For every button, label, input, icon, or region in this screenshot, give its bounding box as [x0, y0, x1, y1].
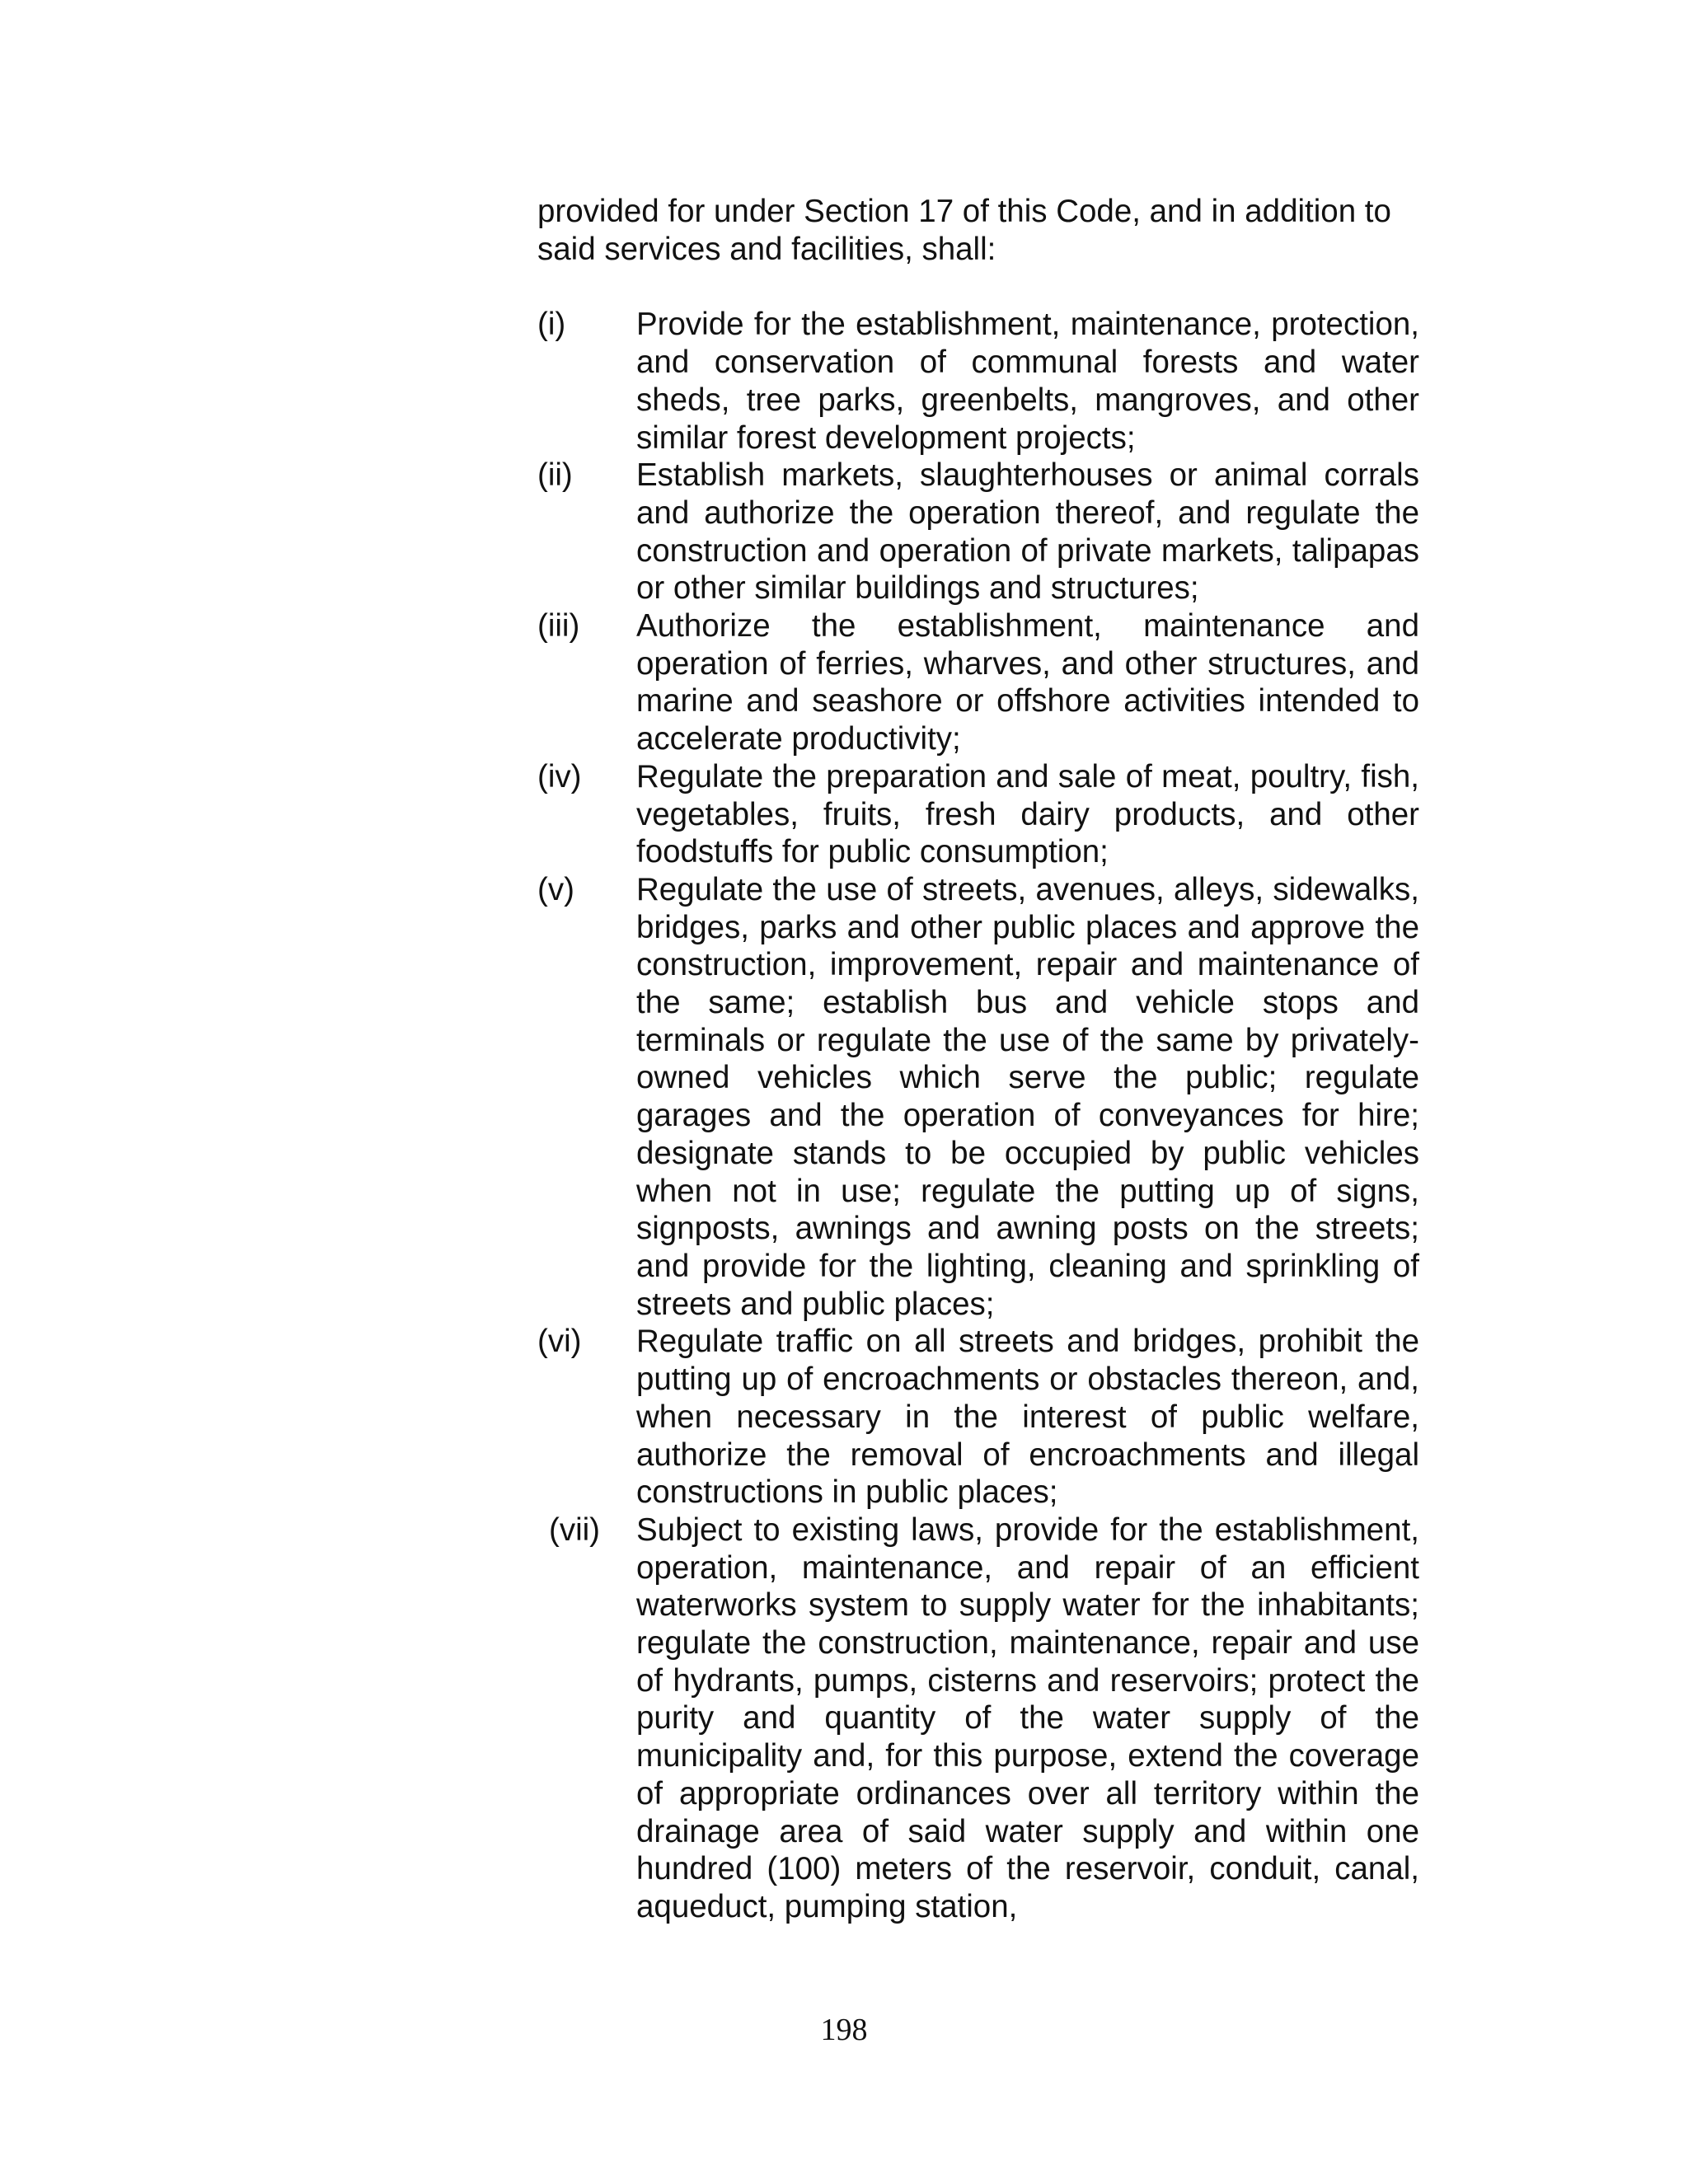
item-text: Establish markets, slaughterhouses or animal corrals and authorize the operation thereof, and regulate the construction and operation of private markets, talipapas or other similar buildings and structures;: [636, 457, 1419, 607]
item-text: Provide for the establishment, maintenance, protection, and conservation of communal forests and water sheds, tree parks, greenbelts, mangroves, and other similar forest development projects;: [636, 307, 1419, 456]
item-text: Authorize the establishment, maintenance and operation of ferries, wharves, and other structures, and marine and seashore or offshore activities intended to accelerate productivity;: [636, 608, 1419, 757]
item-number: (ii): [537, 457, 573, 494]
page-number: 198: [820, 2013, 868, 2047]
list-item-i: [537, 306, 1419, 457]
list-item-vii: [537, 1511, 1419, 1926]
list-item-vi: [537, 1323, 1419, 1511]
body-text: [537, 193, 1419, 1926]
list-item-v: [537, 871, 1419, 1323]
list-item-iii: [537, 607, 1419, 758]
item-number: (vi): [537, 1324, 582, 1360]
item-number: (i): [537, 307, 566, 343]
list-item-ii: [537, 457, 1419, 607]
item-number: (iii): [537, 608, 580, 644]
item-text: Regulate traffic on all streets and bridges, prohibit the putting up of encroachments or obstacles thereon, and, when necessary in the interest of public welfare, authorize the removal of encroachments and illegal constructions in public places;: [636, 1324, 1419, 1511]
item-text: Regulate the preparation and sale of meat, poultry, fish, vegetables, fruits, fresh dairy products, and other foodstuffs for public consumption;: [636, 758, 1419, 870]
intro-paragraph: provided for under Section 17 of this Code, and in addition to said services and facilities, shall:: [537, 194, 1391, 267]
item-number: (vii): [549, 1511, 600, 1548]
item-text: Subject to existing laws, provide for the establishment, operation, maintenance, and repair of an efficient waterworks system to supply water for the inhabitants; regulate the construction, maintenance, repair and use of hydrants, pumps, cisterns and reservoirs; protect the purity and quantity of the water supply of the municipality and, for this purpose, extend the coverage of appropriate ordinances over all territory within the drainage area of said water supply and within one hundred (100) meters of the reservoir, conduit, canal, aqueduct, pumping station,: [636, 1511, 1419, 1924]
list-item-iv: [537, 758, 1419, 871]
item-number: (iv): [537, 758, 582, 794]
item-number: (v): [537, 871, 574, 907]
item-text: Regulate the use of streets, avenues, alleys, sidewalks, bridges, parks and other public places and approve the construction, improvement, repair and maintenance of the same; establish bus and vehicle stops and terminals or regulate the use of the same by privately-owned vehicles which serve the public; regulate garages and the operation of conveyances for hire; designate stands to be occupied by public vehicles when not in use; regulate the putting up of signs, signposts, awnings and awning posts on the streets; and provide for the lighting, cleaning and sprinkling of streets and public places;: [636, 871, 1419, 1322]
